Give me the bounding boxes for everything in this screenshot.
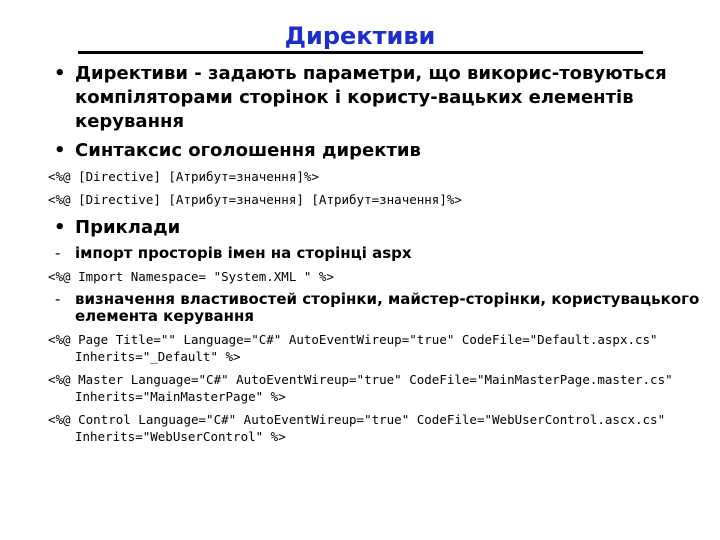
bullet-text: Директиви - задають параметри, що викорис-товуються компіляторами сторінок і користу-вацьких елементів керування <box>75 63 667 132</box>
subitem-properties <box>48 291 708 325</box>
subitem-import-namespace <box>48 245 708 262</box>
slide-content <box>48 62 708 451</box>
bullet-syntax <box>48 139 708 163</box>
bullet-dot: • <box>54 217 66 238</box>
code-import: <%@ Import Namespace= "System.XML " %> <box>48 269 334 284</box>
subitem-text: визначення властивостей сторінки, майстер-сторінки, користувацького елемента керування <box>75 290 700 325</box>
code-syntax-2: <%@ [Directive] [Атрибут=значення] [Атрибут=значення]%> <box>48 192 462 207</box>
code-master-directive: <%@ Master Language="C#" AutoEventWireup="true" CodeFile="MainMasterPage.master.cs" Inherits="MainMasterPage" %> <box>48 372 673 404</box>
bullet-examples <box>48 216 708 240</box>
title-divider <box>78 51 643 54</box>
dash-mark: - <box>55 290 61 308</box>
slide-title: Директиви <box>284 22 436 50</box>
bullet-dot: • <box>54 140 66 161</box>
dash-mark: - <box>55 244 61 262</box>
subitem-text: імпорт просторів імен на сторінці aspx <box>75 244 412 262</box>
code-syntax-1: <%@ [Directive] [Атрибут=значення]%> <box>48 169 319 184</box>
bullet-dot: • <box>54 63 66 84</box>
code-control-directive: <%@ Control Language="C#" AutoEventWireup="true" CodeFile="WebUserControl.ascx.cs" Inherits="WebUserControl" %> <box>48 412 666 444</box>
bullet-directives-definition <box>48 62 708 134</box>
bullet-text: Синтаксис оголошення директив <box>75 140 421 161</box>
bullet-text: Приклади <box>75 217 181 238</box>
code-page-directive: <%@ Page Title="" Language="C#" AutoEventWireup="true" CodeFile="Default.aspx.cs" Inherits="_Default" %> <box>48 332 658 364</box>
